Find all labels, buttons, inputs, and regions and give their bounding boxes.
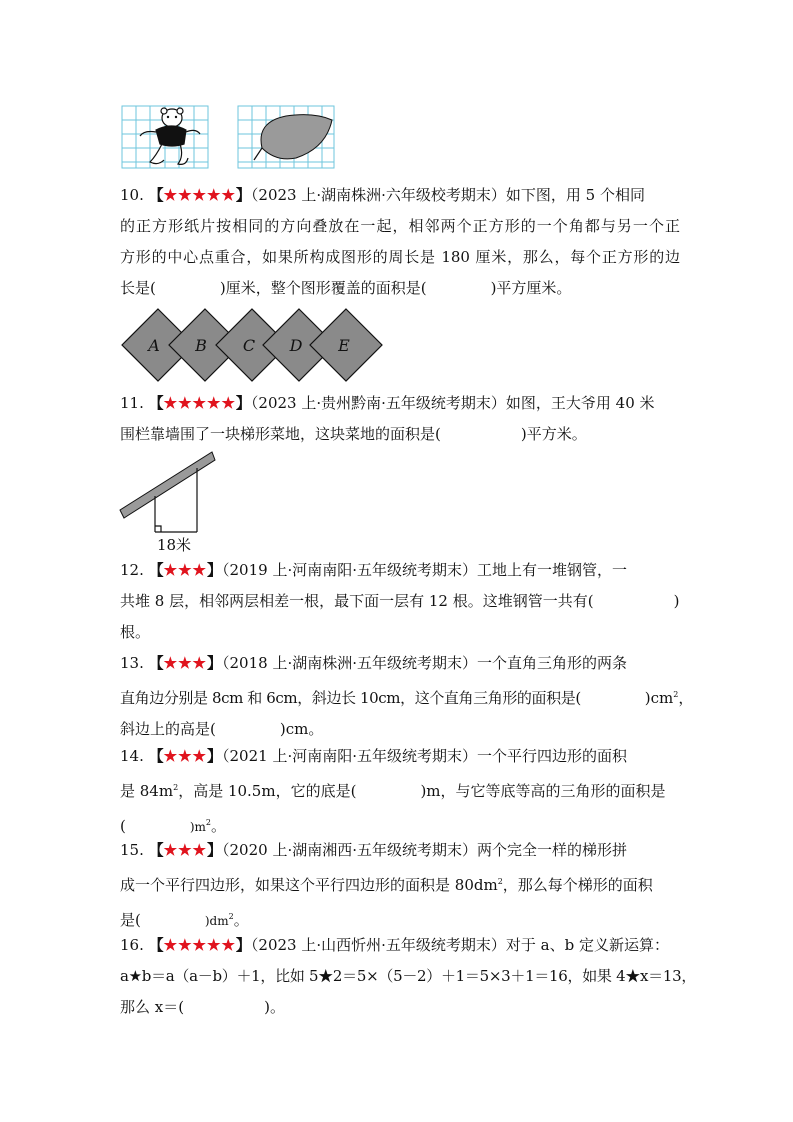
question-number: 13. [120,654,144,672]
question-source: （2021 上·河南南阳·五年级统考期末） [222,747,477,765]
question-text: )平方厘米。 [490,279,572,297]
question-source: （2023 上·贵州黔南·五年级统考期末） [250,394,506,412]
question-text: )平方米。 [520,425,587,443]
question-16 [120,930,697,1023]
question-text: )cm。 [279,720,324,738]
difficulty-stars: ★★★ [163,747,207,765]
question-text: 两个完全一样的梯形拼 [477,841,628,859]
square-label: A [148,336,160,355]
base-length-label: 18米 [156,536,192,554]
question-text: 共堆 8 层，相邻两层相差一根，最下面一层有 12 根。这堆钢管一共有( [120,592,594,610]
bracket-close: 】 [207,654,223,672]
question-13 [120,648,694,745]
superscript: 2 [673,690,679,699]
question-text: 是 84m [120,782,174,800]
difficulty-stars: ★★★★★ [163,936,236,954]
difficulty-stars: ★★★ [163,561,207,579]
question-text: 是( [120,911,141,929]
question-source: （2023 上·湖南株洲·六年级校考期末） [250,186,506,204]
question-text: 斜边上的高是( [120,720,216,738]
square-label: E [338,336,350,355]
question-text: )dm [204,914,229,928]
question-number: 10. [120,186,144,204]
bracket-close: 】 [235,394,251,412]
question-number: 11. [120,394,144,412]
question-number: 15. [120,841,144,859]
bracket-close: 】 [235,186,251,204]
bracket-open: 【 [148,654,164,672]
bracket-close: 】 [235,936,251,954]
question-text: a★b＝a（a－b）＋1，比如 5★2＝5×（5－2）＋1＝5×3＋1＝16，如果 4★x＝13， [120,967,697,985]
square-label: B [195,336,207,355]
question-11 [120,388,680,450]
trapezoid-garden-figure [118,448,220,554]
question-text: )厘米，整个图形覆盖的面积是( [219,279,427,297]
question-text: 方形的中心点重合，如果所构成图形的周长是 180 厘米，那么，每个正方形的边 [120,248,680,266]
question-text: )m，与它等底等高的三角形的面积是 [420,782,666,800]
question-text: 。 [233,911,249,929]
difficulty-stars: ★★★★★ [163,394,236,412]
question-text: 如图，王大爷用 40 米 [505,394,655,412]
question-text: )。 [264,998,285,1016]
bracket-open: 【 [148,747,164,765]
bracket-close: 】 [207,747,223,765]
question-text: ( [120,817,126,835]
question-10-line-1 [120,180,680,211]
question-text: 根。 [120,623,151,641]
bracket-open: 【 [148,561,164,579]
question-number: 12. [120,561,144,579]
question-source: （2020 上·湖南湘西·五年级统考期末） [222,841,477,859]
question-text: ) [673,592,680,610]
superscript: 2 [173,783,179,792]
grid-leaf-figure [236,104,336,170]
square-label: C [242,336,256,355]
question-text: 如下图，用 5 个相同 [505,186,645,204]
question-source: （2018 上·湖南株洲·五年级统考期末） [222,654,477,672]
question-10 [120,180,680,304]
question-source: （2019 上·河南南阳·五年级统考期末） [222,561,477,579]
difficulty-stars: ★★★ [163,654,207,672]
question-source: （2023 上·山西忻州·五年级统考期末） [250,936,506,954]
bracket-open: 【 [148,936,164,954]
question-number: 14. [120,747,144,765]
question-text: 。 [211,817,227,835]
question-number: 16. [120,936,144,954]
overlapping-squares-figure [120,307,392,383]
question-text: )m [189,820,206,834]
question-text: ， [678,689,694,707]
question-text: ，高是 10.5m，它的底是( [178,782,357,800]
question-text: 成一个平行四边形，如果这个平行四边形的面积是 80dm [120,876,498,894]
bracket-open: 【 [148,394,164,412]
question-text: 直角边分别是 8cm 和 6cm，斜边长 10cm，这个直角三角形的面积是( [120,689,581,707]
bracket-open: 【 [148,841,164,859]
question-12 [120,555,680,648]
question-text: 对于 a、b 定义新运算： [505,936,669,954]
superscript: 2 [497,877,503,886]
question-14 [120,741,680,843]
question-text: 的正方形纸片按相同的方向叠放在一起，相邻两个正方形的一个角都与另一个正 [120,217,680,235]
question-text: ，那么每个梯形的面积 [502,876,653,894]
question-text: 那么 x＝( [120,998,185,1016]
superscript: 2 [205,818,212,827]
grid-bear-figure [120,104,210,170]
question-text: 一个直角三角形的两条 [477,654,628,672]
difficulty-stars: ★★★★★ [163,186,236,204]
question-text: 一个平行四边形的面积 [477,747,628,765]
question-text: )cm [644,689,674,707]
question-15 [120,835,680,937]
question-text: 工地上有一堆钢管，一 [477,561,628,579]
question-text: 围栏靠墙围了一块梯形菜地，这块菜地的面积是( [120,425,441,443]
bracket-close: 】 [207,841,223,859]
superscript: 2 [228,912,234,921]
square-label: D [289,336,303,355]
difficulty-stars: ★★★ [163,841,207,859]
question-text: 长是( [120,279,156,297]
bracket-open: 【 [148,186,164,204]
bracket-close: 】 [207,561,223,579]
